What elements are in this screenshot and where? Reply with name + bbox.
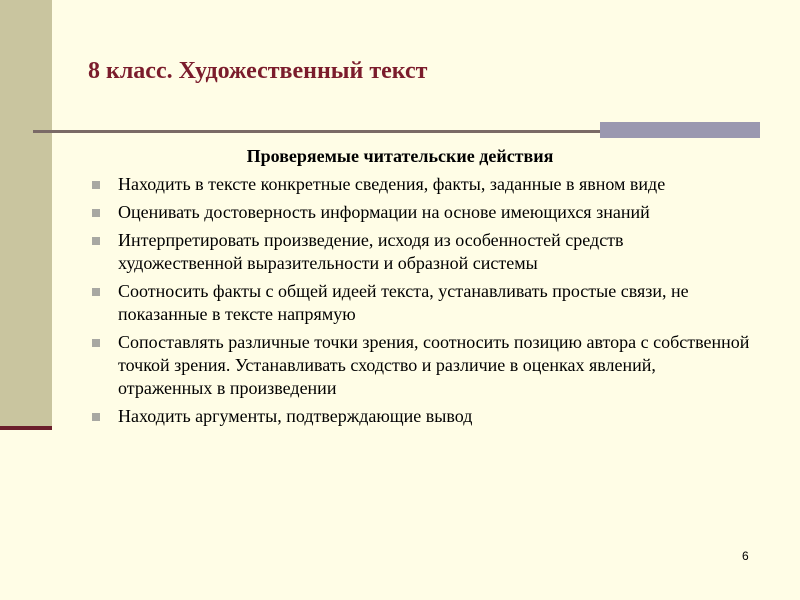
page-number: 6	[742, 549, 749, 563]
square-bullet-icon	[92, 413, 100, 421]
left-decor-band	[0, 0, 52, 428]
list-item	[90, 201, 750, 224]
list-item-text: Находить в тексте конкретные сведения, факты, заданные в явном виде	[118, 174, 666, 194]
list-item-text: Соотносить факты с общей идеей текста, устанавливать простые связи, не показанные в тексте напрямую	[118, 281, 689, 324]
list-item-text: Оценивать достоверность информации на основе имеющихся знаний	[118, 202, 650, 222]
slide-title: 8 класс. Художественный текст	[88, 58, 428, 84]
square-bullet-icon	[92, 181, 100, 189]
title-rule	[33, 130, 600, 133]
square-bullet-icon	[92, 288, 100, 296]
list-item-text: Сопоставлять различные точки зрения, соотносить позицию автора с собственной точкой зрения. Устанавливать сходство и различие в оценках явлений, отраженных в произведении	[118, 332, 750, 398]
list-item-text: Интерпретировать произведение, исходя из особенностей средств художественной выразительности и образной системы	[118, 230, 624, 273]
square-bullet-icon	[92, 339, 100, 347]
list-item	[90, 331, 750, 400]
list-item	[90, 173, 750, 196]
list-heading: Проверяемые читательские действия	[246, 146, 554, 166]
left-decor-line	[0, 426, 52, 430]
actions-list	[90, 173, 750, 433]
square-bullet-icon	[92, 237, 100, 245]
list-item	[90, 280, 750, 326]
list-item-text: Находить аргументы, подтверждающие вывод	[118, 406, 473, 426]
square-bullet-icon	[92, 209, 100, 217]
title-rule-block	[600, 122, 760, 138]
list-item	[90, 405, 750, 428]
list-item	[90, 229, 750, 275]
